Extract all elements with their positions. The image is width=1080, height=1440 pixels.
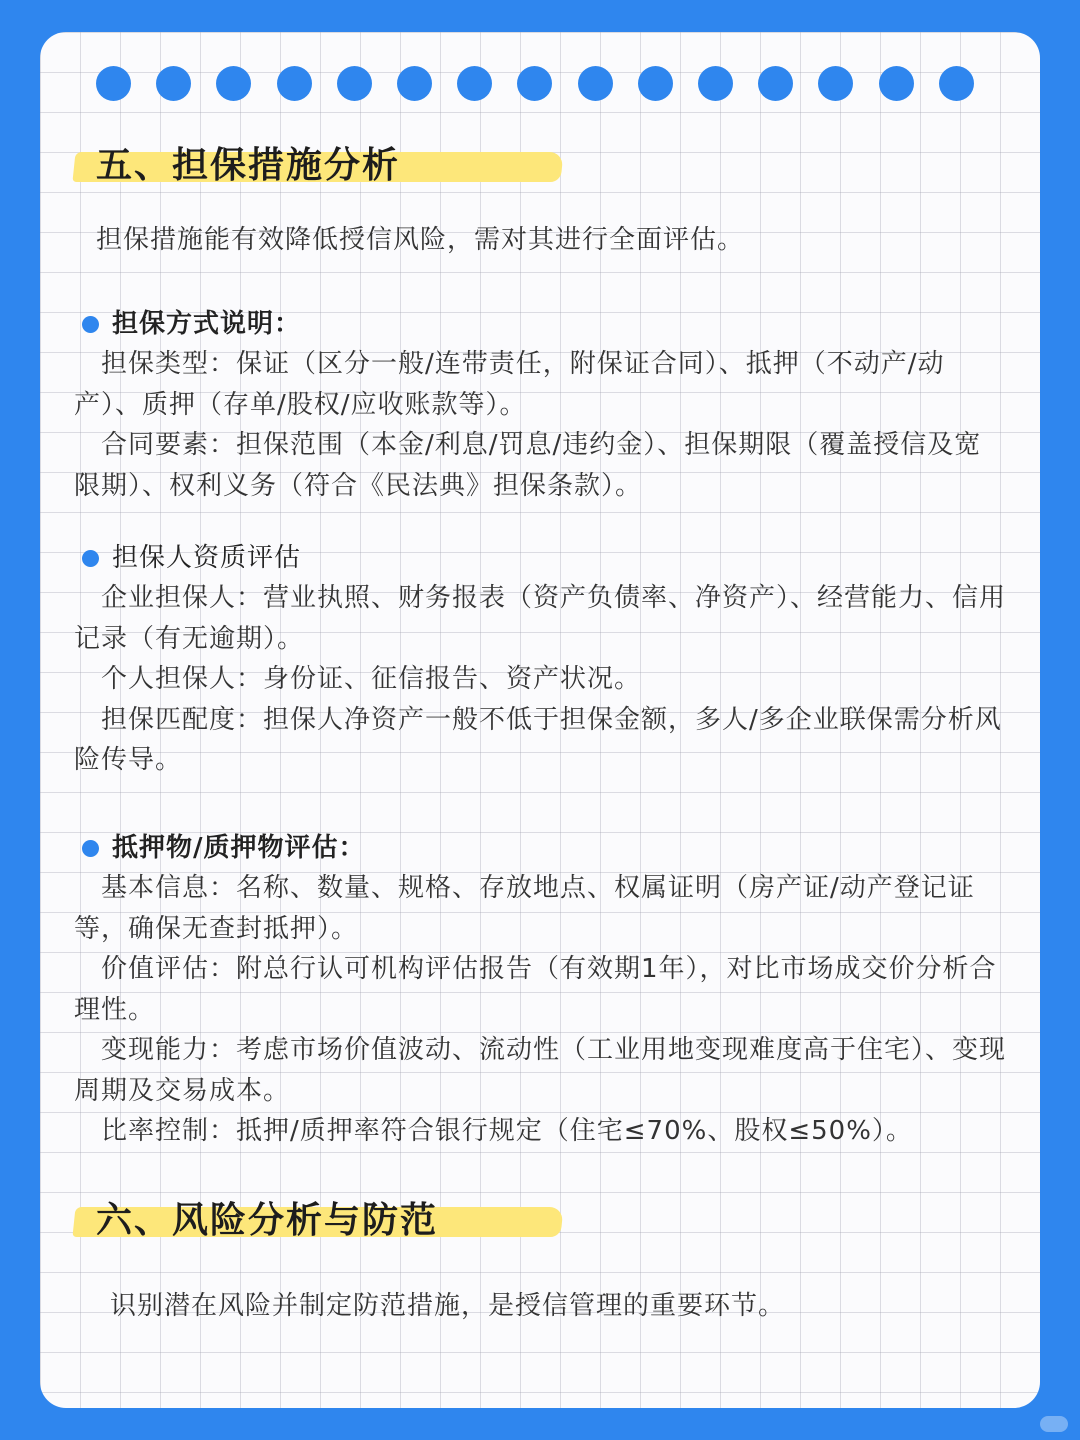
paragraph: 合同要素：担保范围（本金/利息/罚息/违约金）、担保期限（覆盖授信及宽限期）、权利义务（符合《民法典》担保条款）。 [74, 430, 982, 501]
group-collateral-evaluation [74, 828, 1006, 1152]
binder-dot [698, 66, 733, 101]
group-guarantee-methods [74, 304, 1006, 506]
binder-dot [818, 66, 853, 101]
binder-dot [96, 66, 131, 101]
notebook-paper [40, 32, 1040, 1408]
binder-dot [638, 66, 673, 101]
binder-dots [96, 66, 976, 102]
bullet-icon [82, 840, 99, 857]
binder-dot [758, 66, 793, 101]
binder-dot [578, 66, 613, 101]
binder-dot [277, 66, 312, 101]
binder-dot [457, 66, 492, 101]
paragraph: 个人担保人：身份证、征信报告、资产状况。 [74, 664, 642, 694]
paragraph: 企业担保人：营业执照、财务报表（资产负债率、净资产）、经营能力、信用记录（有无逾期）。 [74, 583, 1007, 654]
paragraph: 担保类型：保证（区分一般/连带责任，附保证合同）、抵押（不动产/动产）、质押（存单/股权/应收账款等）。 [74, 349, 945, 420]
section-6-title: 六、风险分析与防范 [96, 1200, 439, 1241]
section-6-heading [74, 1199, 438, 1243]
paragraph: 担保匹配度：担保人净资产一般不低于担保金额，多人/多企业联保需分析风险传导。 [74, 704, 1002, 775]
section-5-title: 五、担保措施分析 [96, 145, 401, 186]
bullet-icon [82, 316, 99, 333]
paragraph: 基本信息：名称、数量、规格、存放地点、权属证明（房产证/动产登记证等，确保无查封抵押）。 [74, 873, 975, 944]
group-heading: 抵押物/质押物评估： [74, 828, 1006, 868]
binder-dot [337, 66, 372, 101]
binder-dot [397, 66, 432, 101]
binder-dot [517, 66, 552, 101]
section-5-heading [74, 144, 400, 188]
group-heading: 担保方式说明： [74, 304, 1006, 344]
paragraph: 价值评估：附总行认可机构评估报告（有效期1年），对比市场成交价分析合理性。 [74, 954, 997, 1025]
binder-dot [216, 66, 251, 101]
bullet-icon [82, 550, 99, 567]
group-heading: 担保人资质评估 [74, 538, 1006, 578]
group-guarantor-qualification [74, 538, 1006, 781]
binder-dot [879, 66, 914, 101]
section-6-intro: 识别潜在风险并制定防范措施，是授信管理的重要环节。 [110, 1291, 786, 1321]
binder-dot [939, 66, 974, 101]
watermark [1040, 1416, 1068, 1432]
paragraph: 比率控制：抵押/质押率符合银行规定（住宅≤70%、股权≤50%）。 [74, 1116, 913, 1146]
paragraph: 变现能力：考虑市场价值波动、流动性（工业用地变现难度高于住宅）、变现周期及交易成本。 [74, 1035, 1007, 1106]
section-5-intro: 担保措施能有效降低授信风险，需对其进行全面评估。 [96, 225, 745, 255]
binder-dot [156, 66, 191, 101]
